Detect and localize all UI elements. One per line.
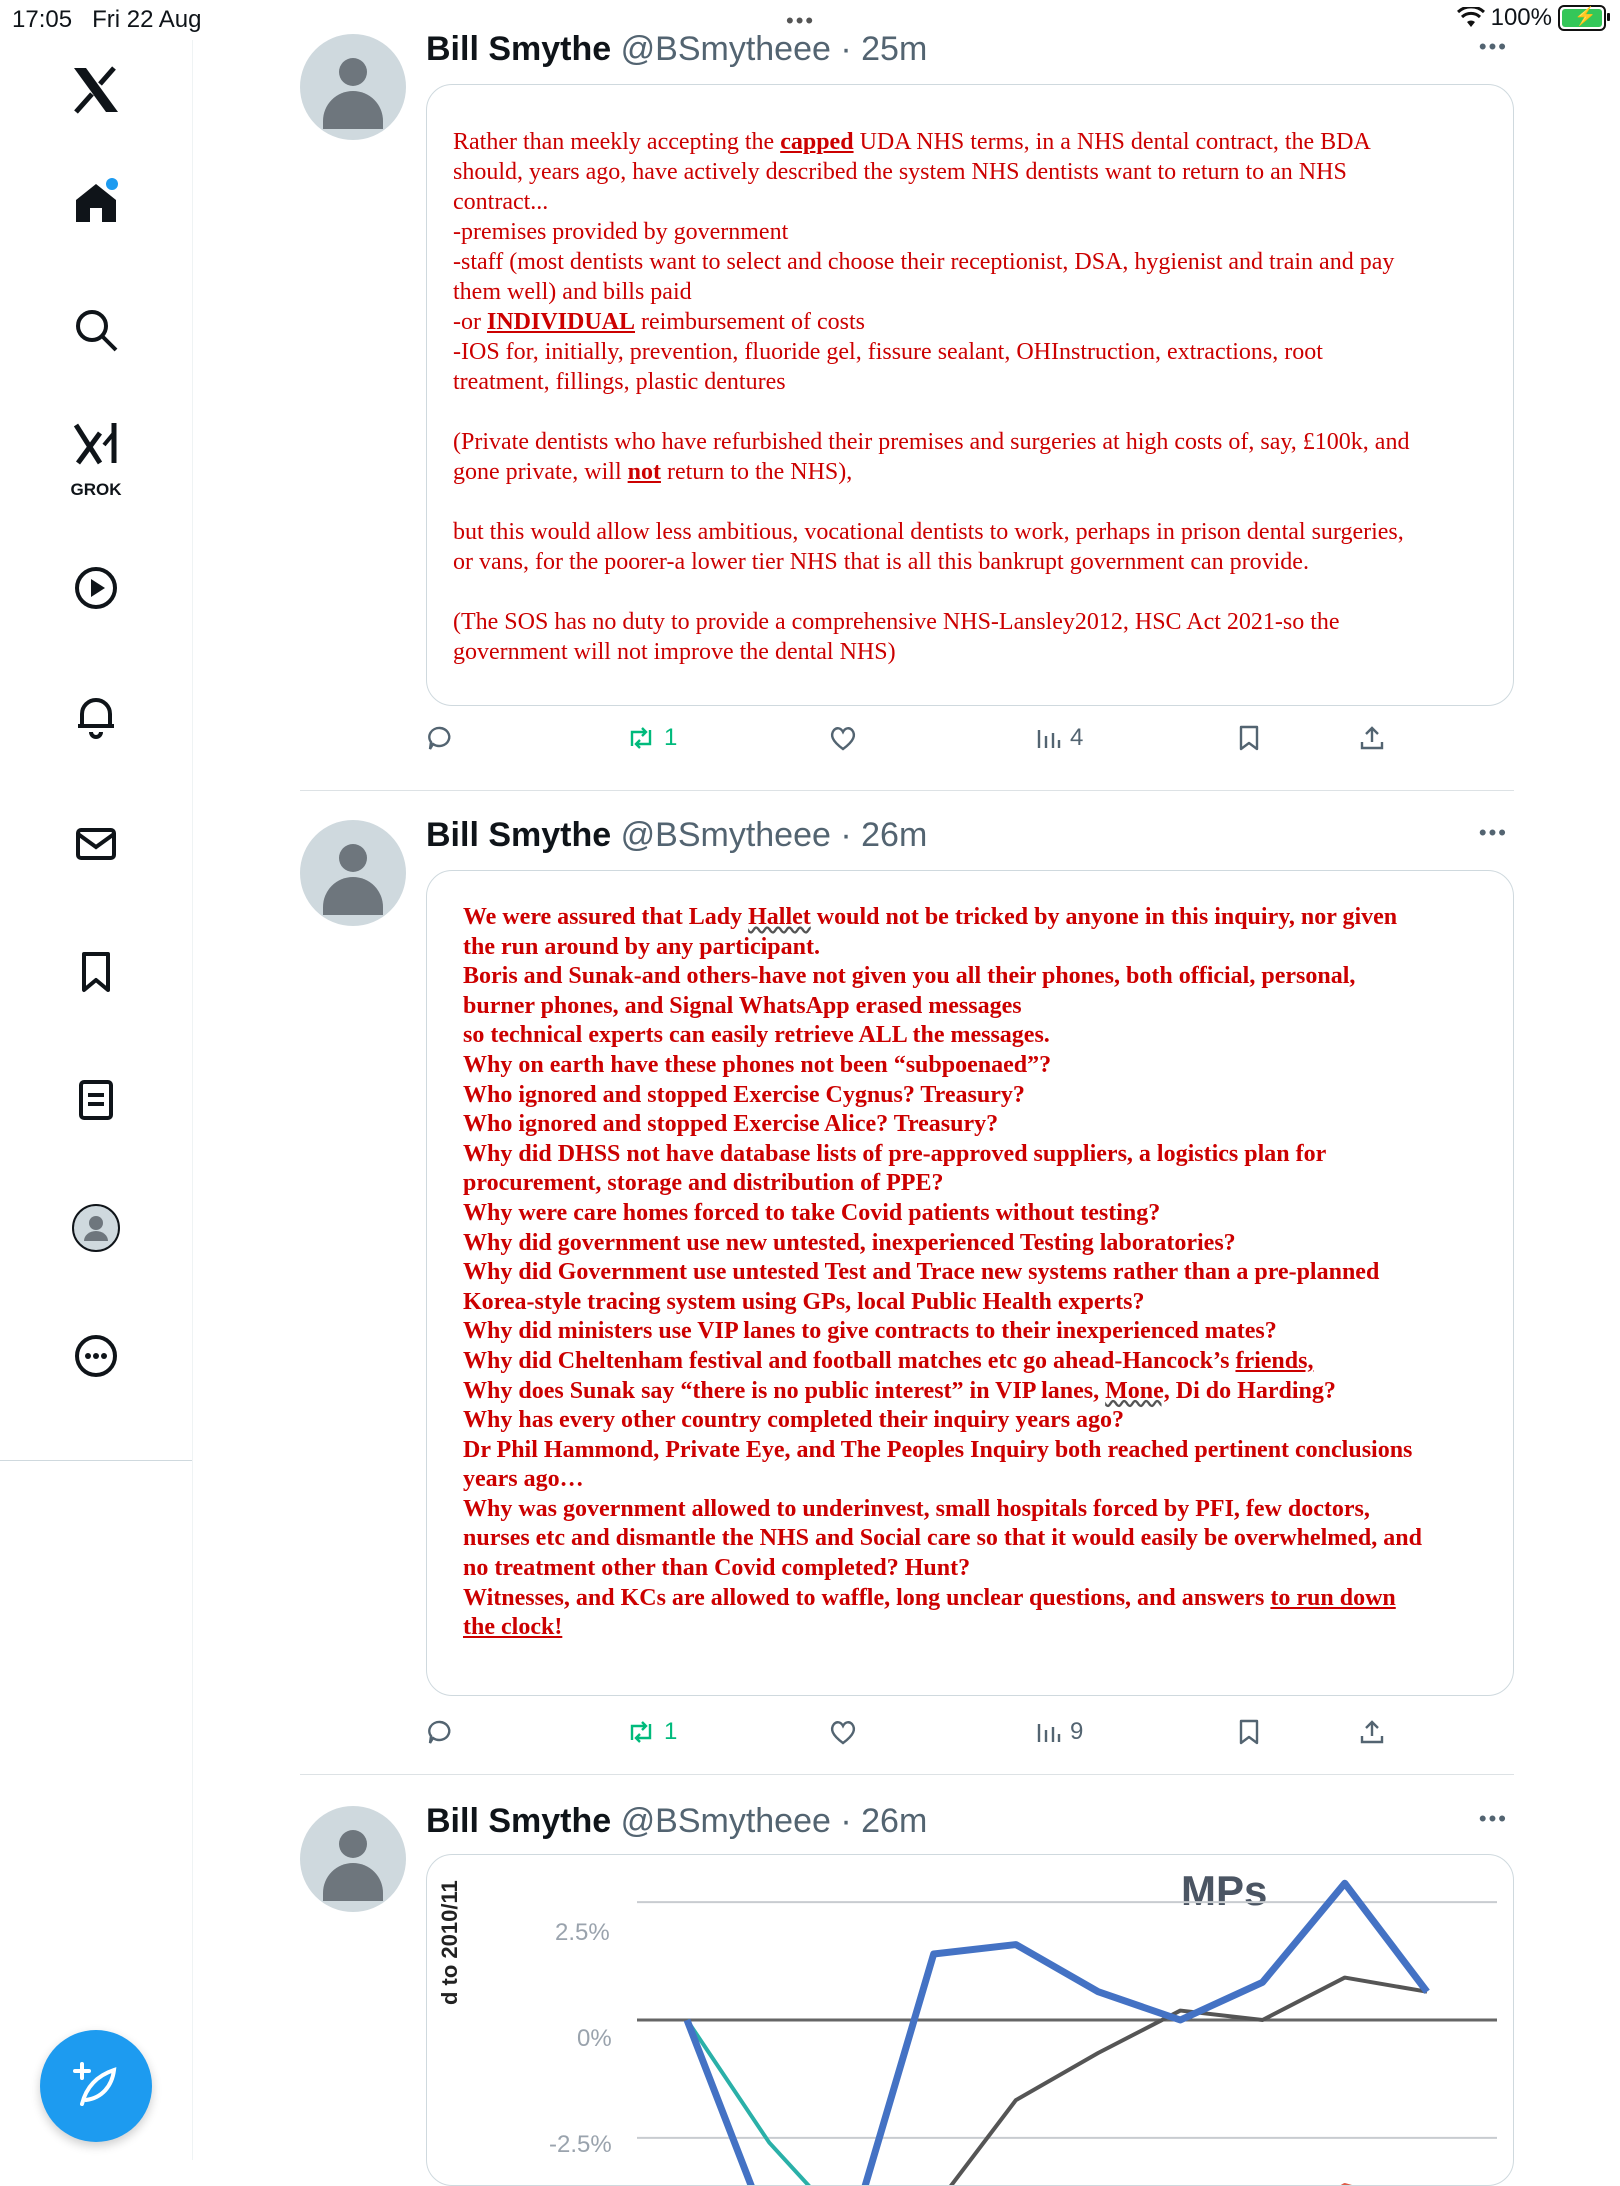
sidebar-item-more[interactable] [46, 1316, 146, 1396]
home-unread-dot [106, 178, 118, 190]
heart-icon [828, 1718, 858, 1746]
reply-button[interactable] [426, 1718, 454, 1746]
compose-button[interactable] [40, 2030, 152, 2142]
chart-y-label: d to 2010/11 [437, 1880, 462, 2005]
search-icon [72, 306, 120, 354]
sidebar [0, 40, 193, 2160]
play-icon [72, 564, 120, 612]
profile-avatar-icon [71, 1203, 121, 1253]
views-chart-icon [1034, 1718, 1062, 1746]
more-options-icon[interactable]: ••• [1478, 34, 1508, 59]
author-handle[interactable]: @BSmytheee [620, 1802, 831, 1840]
tweet-time[interactable]: 26m [861, 1802, 928, 1840]
separator: · [840, 30, 852, 68]
bookmark-button[interactable] [1236, 1718, 1262, 1746]
views-chart-icon [1034, 724, 1062, 752]
grok-label: GROK [70, 480, 122, 499]
sidebar-item-bookmarks[interactable] [46, 932, 146, 1012]
reply-icon [426, 1718, 454, 1746]
tweet-header [426, 816, 927, 855]
battery-percent: 100% [1490, 4, 1552, 31]
tweet-header [426, 1802, 927, 1841]
x-logo-icon[interactable] [46, 50, 146, 130]
bell-icon [72, 692, 120, 740]
multitask-dots-icon[interactable]: ••• [786, 8, 816, 33]
retweet-button[interactable] [626, 724, 677, 752]
author-name[interactable]: Bill Smythe [426, 1802, 612, 1840]
share-button[interactable] [1358, 1718, 1386, 1746]
author-handle[interactable]: @BSmytheee [620, 30, 831, 68]
tweet-divider [300, 790, 1514, 791]
share-icon [1358, 724, 1386, 752]
battery-icon: ⚡ [1558, 5, 1606, 31]
series-line [687, 2020, 1427, 2185]
sidebar-divider [0, 1460, 192, 1461]
status-right [1457, 4, 1606, 32]
like-button[interactable] [828, 1718, 858, 1746]
tweet-2[interactable] [300, 816, 1514, 1770]
grok-icon [70, 419, 122, 469]
avatar[interactable] [300, 34, 406, 140]
tweet-3[interactable] [300, 1802, 1514, 2160]
sidebar-item-video[interactable] [46, 548, 146, 628]
sidebar-item-grok[interactable] [46, 414, 146, 499]
author-name[interactable]: Bill Smythe [426, 30, 612, 68]
tweet-image[interactable] [426, 84, 1514, 706]
compose-feather-icon [68, 2058, 124, 2114]
tweet-1[interactable] [300, 30, 1514, 794]
share-icon [1358, 1718, 1386, 1746]
bookmark-icon [72, 948, 120, 996]
envelope-icon [72, 820, 120, 868]
line-chart [427, 1855, 1513, 2185]
author-handle[interactable]: @BSmytheee [620, 816, 831, 854]
tweet-actions [426, 724, 1512, 764]
views-button[interactable] [1034, 724, 1083, 752]
views-count: 4 [1070, 724, 1084, 751]
reply-icon [426, 724, 454, 752]
tweet-chart-image[interactable] [426, 1854, 1514, 2186]
retweet-icon [626, 724, 656, 752]
reply-button[interactable] [426, 724, 454, 752]
separator: · [840, 1802, 852, 1840]
series-line [687, 1883, 1427, 2185]
more-options-icon[interactable]: ••• [1478, 820, 1508, 845]
status-time: 17:05 Fri 22 Aug [12, 6, 202, 33]
tweet-header [426, 30, 927, 69]
y-tick-label: -2.5% [549, 2131, 612, 2158]
retweet-count: 1 [664, 1718, 678, 1745]
more-circle-icon [72, 1332, 120, 1380]
sidebar-item-profile[interactable] [46, 1188, 146, 1268]
retweet-count: 1 [664, 724, 678, 751]
avatar[interactable] [300, 1806, 406, 1912]
series-line [687, 2020, 1427, 2185]
share-button[interactable] [1358, 724, 1386, 752]
like-button[interactable] [828, 724, 858, 752]
retweet-button[interactable] [626, 1718, 677, 1746]
views-button[interactable] [1034, 1718, 1083, 1746]
bookmark-icon [1236, 1718, 1262, 1746]
sidebar-item-lists[interactable] [46, 1060, 146, 1140]
wifi-icon [1457, 7, 1485, 29]
bookmark-button[interactable] [1236, 724, 1262, 752]
more-options-icon[interactable]: ••• [1478, 1806, 1508, 1831]
tweet-time[interactable]: 26m [861, 816, 928, 854]
y-tick-label: 0% [577, 2025, 612, 2052]
y-tick-label: 2.5% [555, 1919, 610, 1946]
sidebar-item-home[interactable] [46, 162, 146, 242]
heart-icon [828, 724, 858, 752]
chart-title: MPs [1181, 1867, 1268, 1914]
separator: · [840, 816, 852, 854]
list-icon [72, 1076, 120, 1124]
sidebar-item-notifications[interactable] [46, 676, 146, 756]
sidebar-item-explore[interactable] [46, 290, 146, 370]
tweet-divider [300, 1774, 1514, 1775]
tweet-image[interactable] [426, 870, 1514, 1696]
document-text: Rather than meekly accepting the capped UDA NHS terms, in a NHS dental contract, the BDA should, years ago, have actively described the system NHS dentists want to return to an NHS contract... -premises provided by government -staff (most dentists want to select and choose their receptionist, DSA, hygienist and train and pay them well) and bills paid -or INDIVIDUAL reimbursement of costs -IOS for, initially, prevention, fluoride gel, fissure sealant, OHInstruction, extractions, root treatment, fillings, plastic dentures (Private dentists who have refurbished their premises and surgeries at high costs of, say, £100k, and gone private, will not return to the NHS), but this would allow less ambitious, vocational dentists to work, perhaps in prison dental surgeries, or vans, for the poorer-a lower tier NHS that is all this bankrupt government can provide. (The SOS has no duty to provide a comprehensive NHS-Lansley2012, HSC Act 2021-so the government will not improve the dental NHS) [453, 129, 1410, 665]
tweet-actions [426, 1718, 1512, 1758]
bookmark-icon [1236, 724, 1262, 752]
series-line [687, 1978, 1427, 2185]
author-name[interactable]: Bill Smythe [426, 816, 612, 854]
avatar[interactable] [300, 820, 406, 926]
tweet-time[interactable]: 25m [861, 30, 928, 68]
views-count: 9 [1070, 1718, 1084, 1745]
sidebar-item-messages[interactable] [46, 804, 146, 884]
retweet-icon [626, 1718, 656, 1746]
document-text: We were assured that Lady Hallet would not be tricked by anyone in this inquiry, nor given the run around by any participant. Boris and Sunak-and others-have not given you all their phones, both official, personal, burner phones, and Signal WhatsApp erased messages so technical experts can easily retrieve ALL the messages. Why on earth have these phones not been “subpoenaed”? Who ignored and stopped Exercise Cygnus? Treasury? Who ignored and stopped Exercise Alice? Treasury? Why did DHSS not have database lists of pre-approved suppliers, a logistics plan for procurement, storage and distribution of PPE? Why were care homes forced to take Covid patients without testing? Why did government use new untested, inexperienced Testing laboratories? Why did Government use untested Test and Trace new systems rather than a pre-planned Korea-style tracing system using GPs, local Public Health experts? Why did ministers use VIP lanes to give contracts to their inexperienced mates? Why did Cheltenham festival and football matches etc go ahead-Hancock’s friends, Why does Sunak say “there is no public interest” in VIP lanes, Mone, Di do Harding? Why has every other country completed their inquiry years ago? Dr Phil Hammond, Private Eye, and The Peoples Inquiry both reached pertinent conclusions years ago… Why was government allowed to underinvest, small hospitals forced by PFI, few doctors, nurses etc and dismantle the NHS and Social care so that it would easily be overwhelmed, and no treatment other than Covid completed? Hunt? Witnesses, and KCs are allowed to waffle, long unclear questions, and answers to run down the clock! [463, 904, 1422, 1641]
